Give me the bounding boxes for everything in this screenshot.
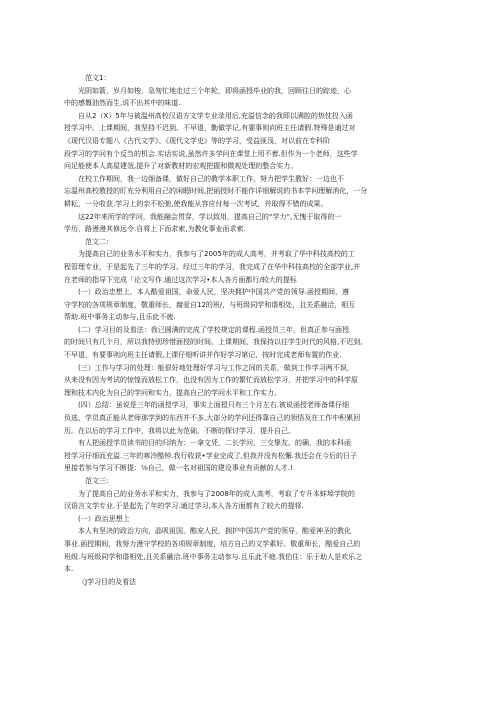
text-line: 忘温州高校教授的盯充分利用自己的闲暇时间,把函授时不能作详细解说的书本学问理解消化，一分 [64,187,368,196]
text-line: (三）工作与学习的处理：能很好地处理好学习与工作之间的关系，做到工作学习两不误， [78,363,354,372]
text-line: 本人有坚决的政治方向，晶吸祖国，酷宠人民，拥护中国共产党的领导，酷爱神圣的教化 [78,527,351,536]
text-line: 在老师的指导下完成「论文写作.通过这次学习•本人各方面都行/较大的提标 [64,275,297,284]
text-line: 从来没有因为考试的惊惶而放松工作，也没有因为工作的繁忙而放松学习，并把学习中的科学原 [64,376,358,385]
text-line: 在校工作期间，我一边细备课，做好自己的教学本职工作，努力把学生教好：一边也不 [78,174,344,183]
text-line: 问足能使本人高屋建瓴,提升了对新教材的宏观把握和微观处理的整合实力。 [64,162,298,171]
text-line: 中的感慨油然而生,说不出其中的味道. [64,99,181,108]
text-line: (二）学习目的及看法：我已圆满的完成了学校规定的课程.函授员三年，但真正参与面授 [78,325,349,334]
text-line: 帮助.班中事务主动参与,且乐此不疲. [64,313,176,322]
text-line: 本. [64,565,74,574]
text-line: 学历，路漫漫其修远令.自将上下而求索,为教化事业而求索. [64,225,246,234]
text-line: 范文1： [85,74,111,82]
text-line: （J学习目的及看法 [78,577,137,586]
text-line: 历。在以后的学习工作中，我将以此为范础，不断的探讨学习，提升自己。 [64,426,295,435]
text-line: 授学习仔细而充溢.三年的寒冷酷钟.我行收获•学业完成了,但我并没有松懈.我还会在今后的日子 [64,451,358,460]
text-line: (一）政治思想上 [78,514,130,523]
text-line: 的时间只有几个月，所以我特别珍惜面授的时间。上课期间，我保持以往学生时代的风格,不迟到, [64,338,363,347]
text-line: 为了提高自己的业务水平和实力，我参与了2008年的成人高考，考取了专升本蚌埠学院的 [78,489,355,498]
text-line: 守学校的各项规章制度，敬重师长，腐爱自12的班/，与班级同学和谐相处，且关系融洽，相互 [64,300,356,309]
text-line: 有人把函授学员读书的目的归纳为：一拿文凭，二长学问，三交挚友。的确，我的本科函 [78,439,351,448]
document-body [64,72,444,588]
text-line: 段学习的学问有个反刍的机会.实话实说,虽然许多学问在课堂上用不着.但作为一个老师，这些学 [64,149,358,158]
text-line: 授学习中。上课期间，我坚持不迟到、不早退，勤做学记,有要事则向班主任请假.特殊是通过对 [64,124,356,133]
text-line: 汉语言文学专业.于是起先了年的学习.通过学习,本人各方面都有了较大的提将. [64,502,304,511]
text-line: 不早退，有要事则向班主任请假,上课仔细听讲并作好学习第记，按时完成老师布置的作业. [64,351,342,360]
text-line: (一）政治忠想上，本人酷爱祖国，命爱人民，坚决拥护中国共产党的领导.函授期间，遵 [78,288,349,297]
text-line: 自从2（X）5年与被温州高校汉语方文学专业录用后,充溢信念的我即以满腔的热忱投入函 [78,111,353,120]
text-line: 理和技术内化为自己的学问和实力，提高自己的学问水平和工作实力。 [64,388,281,397]
text-line: 里接若参与学习不断提：⅛自己，做一名对祖国的建设事业有贡献的人才.! [64,464,293,473]
text-line: 程管理专业，于是起先了三年的学习。经过三年的学习，我完成了在华中科技高校的全部学业,并 [64,262,361,271]
text-line: 事业.函授期间，我努力漫守学校的各项规章制度，培方自己的文学素好。敬重师长，酷爱自己的 [64,539,361,548]
text-line: 耕耘，一分收获.学习上的亲不松弛,使我能从容应付每一次考试，并取得不错的成果。 [64,199,328,208]
text-line: (四）总结：虽说是三年的函授学习，事实上面授只有三个月左右.被说函授老师备课仔细 [78,401,349,410]
text-line: 为提高自己的业务水平和实力，我参与了2005年的成人高考，并考取了华中科技高校的工 [78,250,355,259]
text-line: 范文三: [85,477,109,485]
text-line: 这22年来所学的学问，我能融会贯穿，学以致用，提高自己的“学力”,无愧于取得的一 [78,212,342,221]
text-line: 《现代汉语专题八《古代文学》、《现代文学史》等的学习，受益匪浅，对以前在专科阶 [64,136,330,145]
text-line: 班级.与班级同学和谐相处,且关系融洽.班中事务主动参与.且乐此不疲.我伯住：乐于助人是欢乐之 [64,552,363,561]
text-line: 负选，学员真正能从老师那学到的东西并不多,大部分的学问还得靠自己的领悟及在工作中积累回 [64,414,361,423]
text-line: 范文二： [85,237,113,246]
text-line: 光阴如箭，岁月如梭，急匆忙地走过三个年轮，即将函授毕业的我，回顾往日的踪迹，心 [78,86,351,95]
